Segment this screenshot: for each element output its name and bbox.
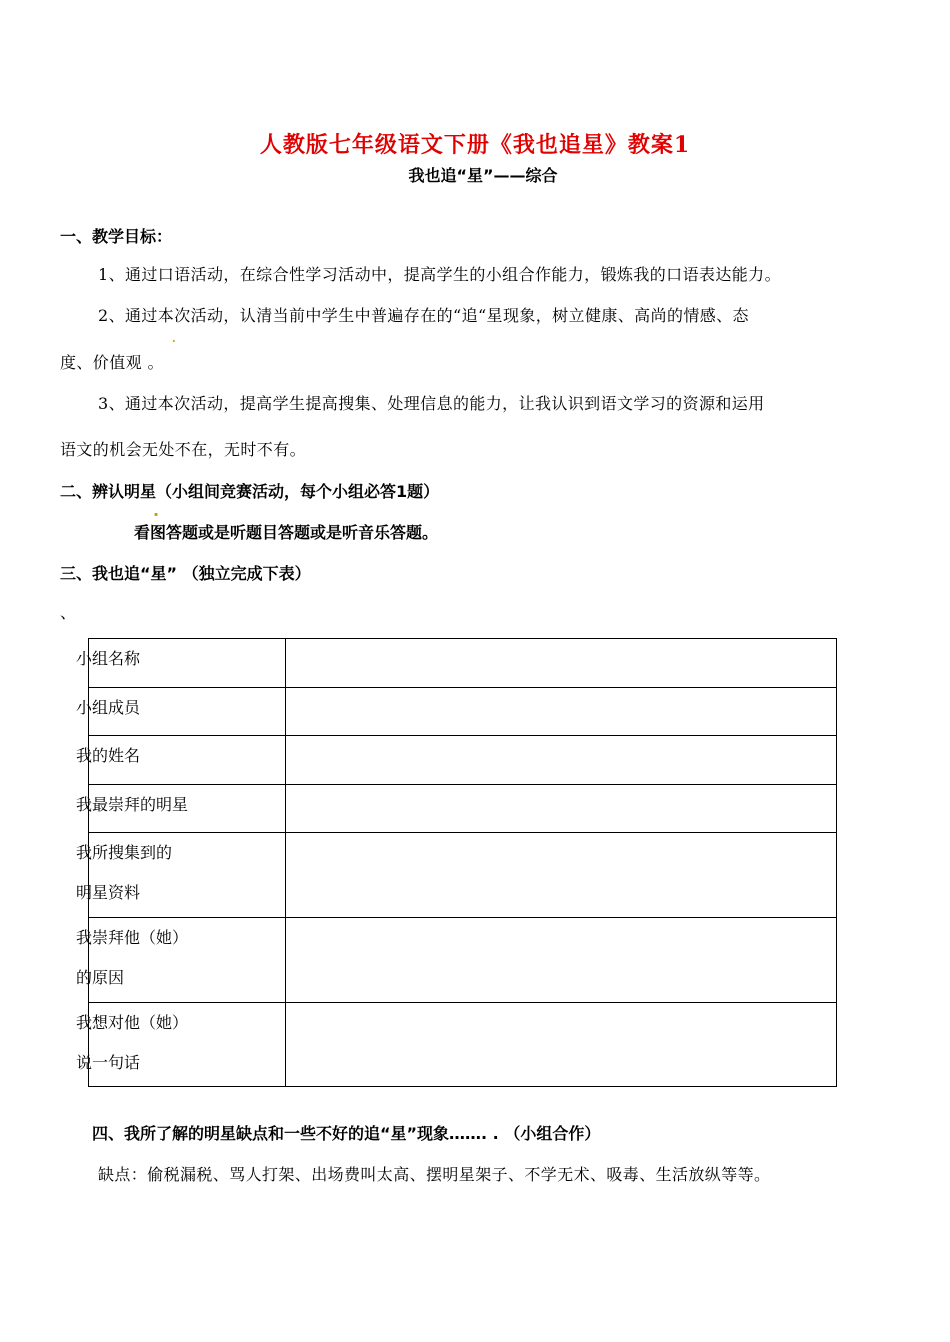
objective-2-line2: 度、价值观 。 xyxy=(60,353,164,372)
objective-2-part-a: 2、通过本 xyxy=(98,306,175,325)
objective-2-part-b: 次活动，认清当前中学生中普遍存在的“追“星现象，树立健康、高尚的情感、态 xyxy=(174,306,749,325)
table-label-cell xyxy=(76,785,286,833)
row-label: 我崇拜他（她） xyxy=(76,928,189,947)
table-label-cell xyxy=(76,688,286,736)
row-label-line2: 的原因 xyxy=(76,968,125,987)
answer-cell[interactable] xyxy=(286,833,837,918)
stray-mark: 、 xyxy=(60,603,77,622)
table-row xyxy=(89,1003,837,1087)
objective-3-line2: 语文的机会无处不在，无时不有。 xyxy=(60,440,307,459)
row-label: 我所搜集到的 xyxy=(76,843,173,862)
section4-heading: 四、我所了解的明星缺点和一些不好的追“星”现象……. . （小组合作） xyxy=(92,1124,601,1143)
section2-heading-b: （小组间竞赛活动，每个小组必答1题） xyxy=(156,482,440,501)
section2-body: 看图答题或是听题目答题或是听音乐答题。 xyxy=(134,523,439,542)
row-label-line2: 说一句话 xyxy=(76,1053,141,1072)
document-title: 人教版七年级语文下册《我也追星》教案1 xyxy=(259,132,691,158)
section4-body: 缺点：偷税漏税、骂人打架、出场费叫太高、摆明星架子、不学无术、吸毒、生活放纵等等。 xyxy=(98,1165,771,1184)
answer-cell[interactable] xyxy=(286,736,837,785)
row-label-line2: 明星资料 xyxy=(76,883,141,902)
table-row xyxy=(89,736,837,785)
table-label-cell xyxy=(76,833,286,918)
row-label: 小组成员 xyxy=(76,698,141,717)
objective-1: 1、通过口语活动，在综合性学习活动中，提高学生的小组合作能力，锻炼我的口语表达能力。 xyxy=(98,265,781,284)
table-label-cell xyxy=(76,1003,286,1087)
table-label-cell xyxy=(76,918,286,1003)
table-row xyxy=(89,833,837,918)
table-label-cell xyxy=(76,639,286,688)
table-row xyxy=(89,639,837,688)
row-label: 我想对他（她） xyxy=(76,1013,189,1032)
table-row xyxy=(89,918,837,1003)
document-subtitle: 我也追“星”——综合 xyxy=(408,166,558,185)
objective-3-line1: 3、通过本次活动，提高学生提高搜集、处理信息的能力，让我认识到语文学习的资源和运用 xyxy=(98,394,765,413)
section1-heading: 一、教学目标： xyxy=(60,227,173,246)
table-row xyxy=(89,785,837,833)
row-label: 我最崇拜的明星 xyxy=(76,795,189,814)
section2-heading-a: 二、辨认明星 xyxy=(60,482,157,501)
row-label: 我的姓名 xyxy=(76,746,141,765)
answer-cell[interactable] xyxy=(286,1003,837,1087)
section2-heading: 二、辨认明星 . （小组间竞赛活动，每个小组必答1题） xyxy=(60,482,440,520)
answer-cell[interactable] xyxy=(286,785,837,833)
star-info-table xyxy=(76,638,837,1087)
answer-cell[interactable] xyxy=(286,918,837,1003)
section3-heading: 三、我也追“星” （独立完成下表） xyxy=(60,564,311,583)
answer-cell[interactable] xyxy=(286,688,837,736)
objective-2-line1: 2、通过本 . 次活动，认清当前中学生中普遍存在的“追“星现象，树立健康、高尚的情感、态 xyxy=(98,306,749,346)
table-row xyxy=(89,688,837,736)
answer-cell[interactable] xyxy=(286,639,837,688)
row-label: 小组名称 xyxy=(76,649,141,668)
table-label-cell xyxy=(76,736,286,785)
